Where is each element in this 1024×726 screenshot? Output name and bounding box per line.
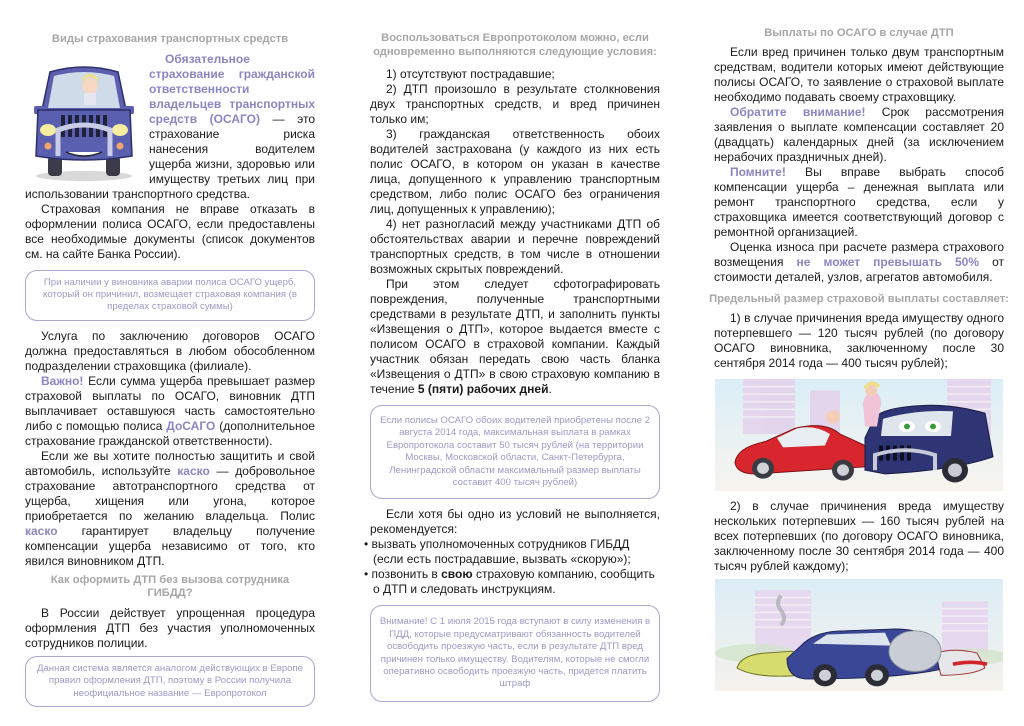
dosago-link: ДоСАГО	[166, 418, 216, 433]
wear-limit: не может превышать 50%	[796, 254, 980, 269]
osago-definition-text: — это страхование риска нанесения водителем ущерба жизни, здоровью или имуществу третьих лиц при использовании транспортного средства.	[25, 111, 315, 201]
wear-text-end: от стоимости деталей, узлов, агрегатов автомобиля.	[714, 254, 1004, 284]
photo-end: .	[548, 382, 552, 396]
condition-item: 1) отсутствуют пострадавшие;	[386, 67, 555, 81]
info-box-traffic-rules-change: Внимание! С 1 июля 2015 года вступают в силу изменения в ПДД, которые предусматривают обязанность водителей освободить проезжую часть, если в результате ДТП вред причинен только имуществу. Водителям, которые не смогли оперативно освободить проезжую часть, придется платить штраф	[370, 605, 660, 701]
attention-paragraph	[714, 105, 1004, 165]
attention-label: Обратите внимание!	[730, 104, 866, 119]
column-insurance-types	[25, 0, 315, 726]
own-emphasis: свою	[441, 567, 473, 582]
bullet-mark: •	[364, 537, 369, 552]
remember-text: Вы вправе выбрать способ компенсации ущерба – денежная выплата или ремонт транспортного средства, если у страховщика имеется соответствующий договор с ремонтной организацией.	[714, 164, 1004, 239]
recommendation-text: вызвать уполномоченных сотрудников ГИБДД (если есть пострадавшие, вызвать «скорую»);	[371, 537, 631, 567]
kasko-text: Если же вы хотите полностью защитить и свой автомобиль, используйте	[25, 448, 315, 478]
important-label: Важно!	[41, 373, 84, 388]
conditions-list	[370, 67, 660, 397]
column-payouts	[709, 0, 1009, 726]
recommendation-item	[364, 567, 660, 597]
condition-item: 2) ДТП произошло в результате столкновения двух транспортных средств, и вред причинен только им;	[370, 82, 660, 126]
column-europrotocol	[364, 0, 660, 726]
condition-item: 4) нет разногласий между участниками ДТП об обстоятельствах аварии и перечне повреждений транспортных средств, в том числе в отношении возможных скрытых повреждений.	[370, 217, 660, 276]
kasko-text-end: гарантирует владельцу получение компенсации ущерба независимо от того, кто явился виновником ДТП.	[25, 523, 315, 568]
recommendation-text: позвонить в	[371, 567, 442, 582]
important-text-end: (дополнительное страхование гражданской ответственности).	[25, 418, 315, 448]
heading-insurance-types: Виды страхования транспортных средств	[51, 33, 289, 45]
wear-paragraph	[714, 240, 1004, 285]
heading-europrotocol-conditions: Воспользоваться Европротоколом можно, если одновременно выполняются следующие условия:	[373, 32, 657, 58]
kasko-term-2: каско	[25, 523, 58, 538]
info-box-europrotocol: Данная система является аналогом действующих в Европе правил оформления ДТП, поэтому в России получила неофициальное название — Европротокол	[25, 656, 315, 707]
info-box-max-payout: Если полисы ОСАГО обоих водителей приобретены после 2 августа 2014 года, максимальная выплата в рамках Европротокола составит 50 тысяч рублей (на территории Москвы, Московской области, Санкт-Петербурга, Ленинградской области максимальный размер выплаты составит 400 тысяч рублей)	[370, 405, 660, 499]
kasko-term: каско	[177, 463, 210, 478]
osago-term: Обязательное страхование гражданской ответственности владельцев транспортных средств (ОСАГО)	[149, 51, 315, 126]
heading-no-police: Как оформить ДТП без вызова сотрудника ГИБДД?	[50, 573, 290, 600]
limit-one-victim: 1) в случае причинения вреда имуществу одного потерпевшего — 120 тысяч рублей (по договору ОСАГО виновника, заключенному после 30 сентября 2014 года — 400 тысяч рублей);	[714, 311, 1004, 370]
photo-text: При этом следует сфотографировать повреждения, полученные транспортными средствами в результате ДТП, и заполнить пункты «Извещения о ДТП», которое выдается вместе с полисом ОСАГО в страховой компании. Каждый участник обязан передать свою часть бланка «Извещения о ДТП» в свою страховую компанию в течение	[370, 277, 660, 396]
heading-payouts: Выплаты по ОСАГО в случае ДТП	[764, 27, 954, 39]
suv-front-illustration	[25, 52, 143, 184]
photo-paragraph	[370, 277, 660, 397]
bullet-mark: •	[364, 567, 369, 582]
heading-payout-limits: Предельный размер страховой выплаты составляет:	[709, 292, 1009, 305]
russia-procedure-paragraph: В России действует упрощенная процедура оформления ДТП без участия уполномоченных сотрудников полиции.	[25, 605, 315, 650]
kasko-text-mid: — добровольное страхование автотранспортного средства от ущерба, хищения или угона, которое приобретается по желанию владельца. Полис	[25, 463, 315, 523]
multi-car-collision-illustration	[715, 579, 1003, 691]
important-paragraph	[25, 374, 315, 449]
wear-text: Оценка износа при расчете размера страхового возмещения	[714, 239, 1004, 269]
info-box-culprit-policy: При наличии у виновника аварии полиса ОСАГО ущерб, который он причинил, возмещает страховая компания (в пределах страховой суммы)	[25, 270, 315, 321]
kasko-paragraph	[25, 449, 315, 569]
payouts-text	[714, 45, 1004, 285]
if-not-paragraph: Если хотя бы одно из условий не выполняется, рекомендуется:	[370, 507, 660, 537]
two-vehicles-paragraph: Если вред причинен только двум транспортным средствам, водители которых имеют действующие полисы ОСАГО, то заявление о страховой выплате необходимо подавать своему страховщику.	[714, 44, 1004, 104]
recommendation-item	[364, 537, 660, 567]
recommendations-list	[364, 537, 660, 597]
refusal-paragraph: Страховая компания не вправе отказать в оформлении полиса ОСАГО, если предоставлены все необходимые документы (список документов см. на сайте Банка России).	[25, 201, 315, 261]
remember-label: Помните!	[730, 164, 786, 179]
attention-text: Срок рассмотрения заявления о выплате компенсации составляет 20 (двадцать) календарных дней (за исключением нерабочих праздничных дней).	[714, 104, 1004, 164]
condition-item: 3) гражданская ответственность обоих водителей застрахована (у каждого из них есть полис ОСАГО, в котором он указан в качестве лица, допущенного к управлению транспортным средством, либо полис ОСАГО без ограничения лиц, допущенных к управлению);	[370, 127, 660, 216]
deadline-days: 5 (пяти) рабочих дней	[417, 382, 549, 396]
osago-definition	[25, 52, 315, 202]
limit-several-victims: 2) в случае причинения вреда имуществу нескольких потерпевших — 160 тысяч рублей на всех потерпевших (по договору ОСАГО виновника, заключенному после 30 сентября 2014 года — 400 тысяч рублей каждому);	[714, 499, 1004, 573]
service-paragraph: Услуга по заключению договоров ОСАГО должна предоставляться в любом обособленном подразделении страховщика (филиале).	[25, 328, 315, 373]
remember-paragraph	[714, 165, 1004, 240]
important-text: Если сумма ущерба превышает размер страховой выплаты по ОСАГО, виновник ДТП выплачивает оставшуюся часть самостоятельно либо с помощью полиса	[25, 373, 315, 433]
recommendation-text-end: страховую компанию, сообщить о ДТП и следовать инструкциям.	[373, 567, 655, 597]
two-car-collision-illustration	[715, 379, 1003, 491]
